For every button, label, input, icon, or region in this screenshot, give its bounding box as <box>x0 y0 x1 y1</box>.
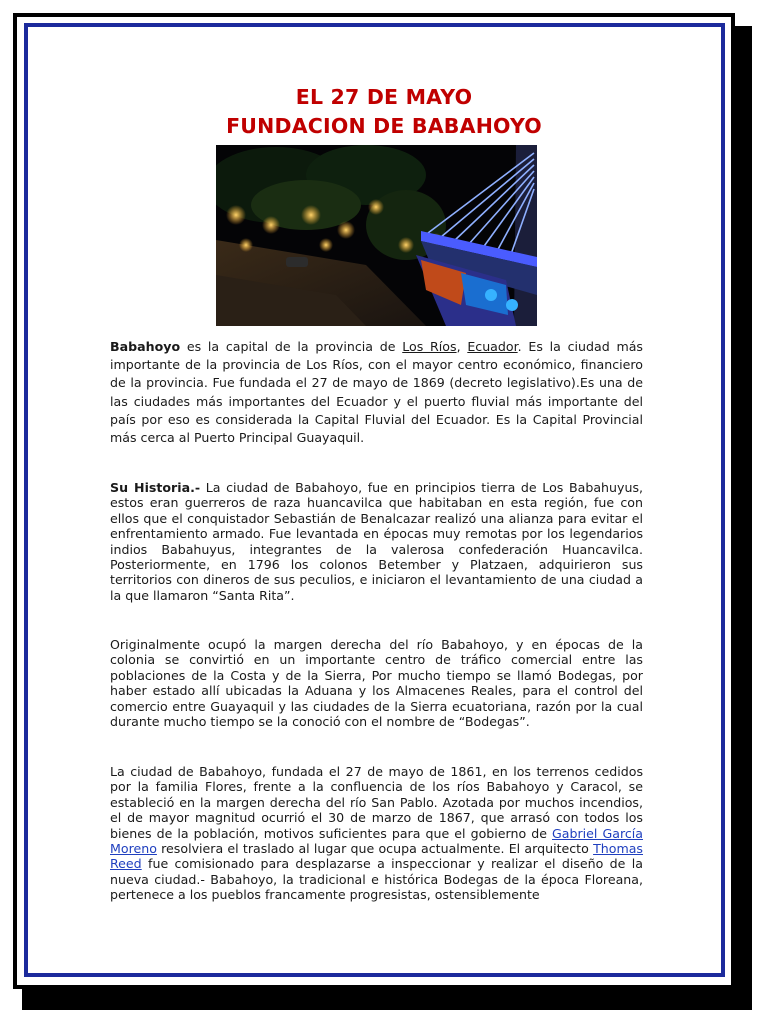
link-thomas-reed[interactable]: Thomas Reed <box>110 841 643 872</box>
fundada-text-3: fue comisionado para desplazarse a inspeccionar y realizar el diseño de la nueva ciudad.- Babahoyo, la tradicional e histórica Bodegas de la época Floreana, pertenece a los pueblos francamente progresistas, ostensiblemente <box>110 856 643 903</box>
intro-text-2: , <box>456 339 468 354</box>
link-los-rios[interactable]: Los Ríos <box>402 339 457 354</box>
title-line-2: FUNDACION DE BABAHOYO <box>226 114 542 138</box>
paragraph-historia <box>110 480 643 603</box>
paragraph-originalmente <box>110 637 643 729</box>
link-ecuador[interactable]: Ecuador <box>467 339 518 354</box>
fundada-text-2: resolviera el traslado al lugar que ocupa actualmente. El arquitecto <box>156 841 594 857</box>
bold-su-historia: Su Historia.- <box>110 480 201 495</box>
originalmente-text: Originalmente ocupó la margen derecha del río Babahoyo, y en épocas de la colonia se convirtió en un importante centro de tráfico comercial entre las poblaciones de la Costa y de la Sierra, Por mucho tiempo se llamó Bodegas, por haber estado allí ubicadas la Aduana y los Almacenes Reales, para el control del comercio entre Guayaquil y las ciudades de la Sierra ecuatoriana, razón por la cual durante mucho tiempo se la conoció con el nombre de “Bodegas”. <box>110 637 643 730</box>
paragraph-intro <box>110 338 643 447</box>
night-city-bridge-photo <box>216 145 537 326</box>
title-line-1: EL 27 DE MAYO <box>295 85 473 109</box>
link-gabriel-garcia-moreno[interactable]: Gabriel García Moreno <box>110 825 643 857</box>
photo-illustration <box>216 145 537 326</box>
fundada-text-1: La ciudad de Babahoyo, fundada el 27 de mayo de 1861, en los terrenos cedidos por la familia Flores, frente a la confluencia de los ríos Babahoyo y Caracol, se estableció en la margen derecha del río San Pablo. Azotada por muchos incendios, el de mayor magnitud ocurrió el 30 de marzo de 1867, que arrasó con todos los bienes de la población, motivos suficientes para que el gobierno de <box>110 764 643 841</box>
paragraph-fundada <box>110 764 643 903</box>
intro-text-3: . Es la ciudad más importante de la provincia de Los Ríos, con el mayor centro económico, financiero de la provincia. Fue fundada el 27 de mayo de 1869 (decreto legislativo).Es una de las ciudades más importantes del Ecuador y el puerto fluvial más importante del país por eso es considerada la Capital Fluvial del Ecuador. Es la Capital Provincial más cerca al Puerto Principal Guayaquil. <box>110 339 643 446</box>
bold-babahoyo: Babahoyo <box>110 339 181 354</box>
historia-text: La ciudad de Babahoyo, fue en principios tierra de Los Babahuyus, estos eran guerreros de raza huancavilca que habitaban en esta región, fue con ellos que el conquistador Sebastián de Benalcazar realizó una alianza para evitar el enfrentamiento armado. Fue levantada en épocas muy remotas por los legendarios indios Babahuyus, integrantes de la valerosa confederación Huancavilca. Posteriormente, en 1796 los colonos Betember y Platzaen, adquirieron sus territorios con dineros de sus peculios, e iniciaron el levantamiento de una ciudad a la que llamaron “Santa Rita”. <box>110 480 644 603</box>
intro-text-1: es la capital de la provincia de <box>180 339 403 354</box>
